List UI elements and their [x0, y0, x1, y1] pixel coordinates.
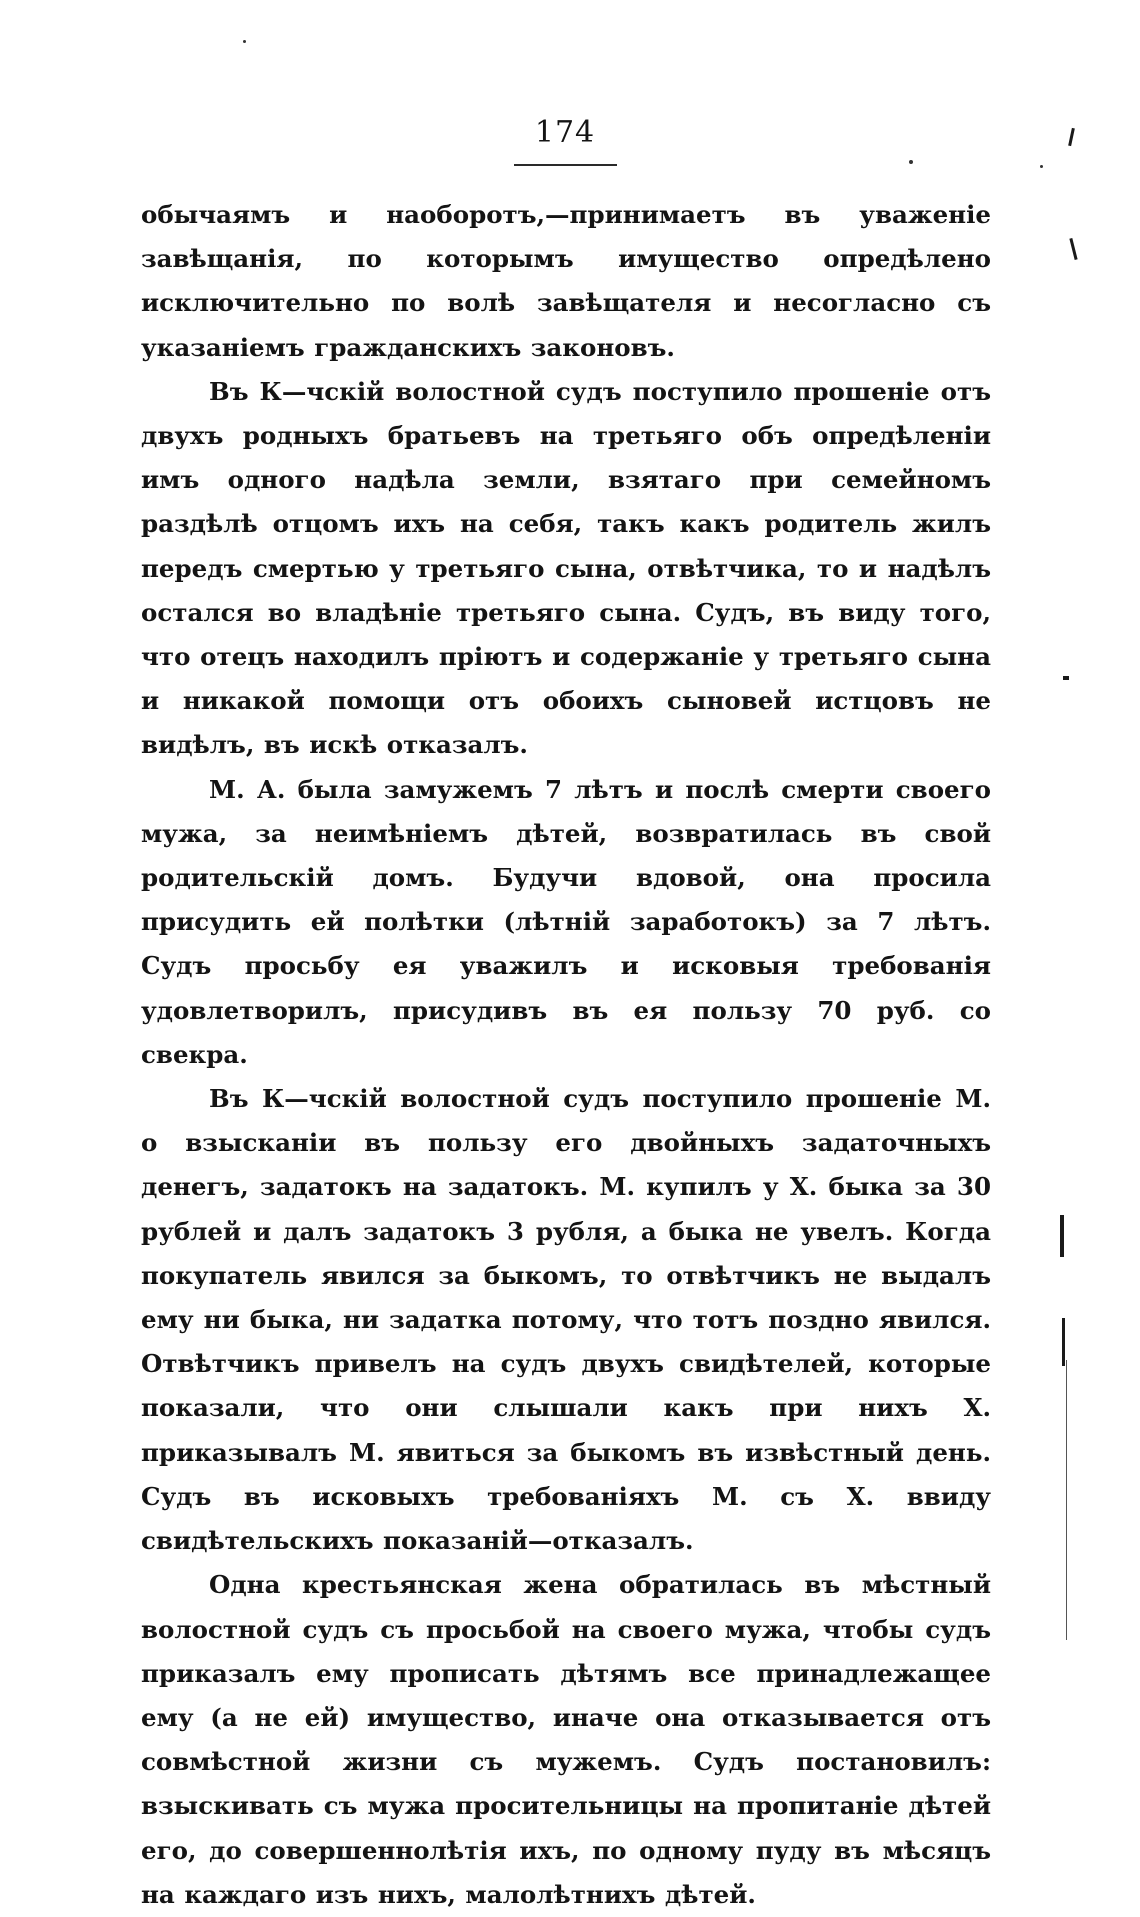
paragraph-ox-deposit-case: Въ К—чскій волостной судъ поступило прошеніе М. о взысканіи въ пользу его двойныхъ задаточныхъ денегъ, задатокъ на задатокъ. М. купилъ у Х. быка за 30 рублей и далъ задатокъ 3 рубля, а быка не увелъ. Когда покупатель явился за быкомъ, то отвѣтчикъ не выдалъ ему ни быка, ни задатка потому, что тотъ поздно явился. Отвѣтчикъ привелъ на судъ двухъ свидѣтелей, которые показали, что они слышали какъ при нихъ Х. приказывалъ М. явиться за быкомъ въ извѣстный день. Судъ въ исковыхъ требованіяхъ М. съ Х. ввиду свидѣтельскихъ показаній—отказалъ.: [141, 1084, 991, 1556]
scan-speck: [1040, 165, 1043, 168]
paragraph-widow-earnings-case: М. А. была замужемъ 7 лѣтъ и послѣ смерти своего мужа, за неимѣніемъ дѣтей, возвратилась въ свой родительскій домъ. Будучи вдовой, она просила присудить ей полѣтки (лѣтній заработокъ) за 7 лѣтъ. Судъ просьбу ея уважилъ и исковыя требованія удовлетворилъ, присудивъ въ ея пользу 70 руб. со свекра.: [141, 774, 991, 1069]
scan-mark: [1060, 1215, 1064, 1257]
scan-mark: [1066, 1360, 1067, 1640]
page-number: 174: [534, 115, 596, 150]
scan-speck: [909, 160, 913, 164]
scan-mark: [1063, 676, 1069, 680]
scan-speck: [243, 40, 246, 43]
paragraph-continuation: обычаямъ и наоборотъ,—принимаетъ въ уваженіе завѣщанія, по которымъ имущество опредѣлено исключительно по волѣ завѣщателя и несогласно съ указаніемъ гражданскихъ законовъ.: [141, 200, 991, 362]
scan-mark: [1069, 238, 1077, 260]
body-text: [141, 193, 991, 1917]
paragraph-brothers-land-case: Въ К—чскій волостной судъ поступило прошеніе отъ двухъ родныхъ братьевъ на третьяго объ опредѣленіи имъ одного надѣла земли, взятаго при семейномъ раздѣлѣ отцомъ ихъ на себя, такъ какъ родитель жилъ передъ смертью у третьяго сына, отвѣтчика, то и надѣлъ остался во владѣніе третьяго сына. Судъ, въ виду того, что отецъ находилъ пріютъ и содержаніе у третьяго сына и никакой помощи отъ обоихъ сыновей истцовъ не видѣлъ, въ искѣ отказалъ.: [141, 376, 991, 760]
scan-mark: [1062, 1318, 1065, 1366]
paragraph-wife-petition-case: Одна крестьянская жена обратилась въ мѣстный волостной судъ съ просьбой на своего мужа, чтобы судъ приказалъ ему прописать дѣтямъ все принадлежащее ему (а не ей) имущество, иначе она отказывается отъ совмѣстной жизни съ мужемъ. Судъ постановилъ: взыскивать съ мужа просительницы на пропитаніе дѣтей его, до совершеннолѣтія ихъ, по одному пуду въ мѣсяцъ на каждаго изъ нихъ, малолѣтнихъ дѣтей.: [141, 1570, 991, 1909]
scan-mark: [1068, 128, 1075, 146]
page-number-rule: [514, 164, 617, 166]
